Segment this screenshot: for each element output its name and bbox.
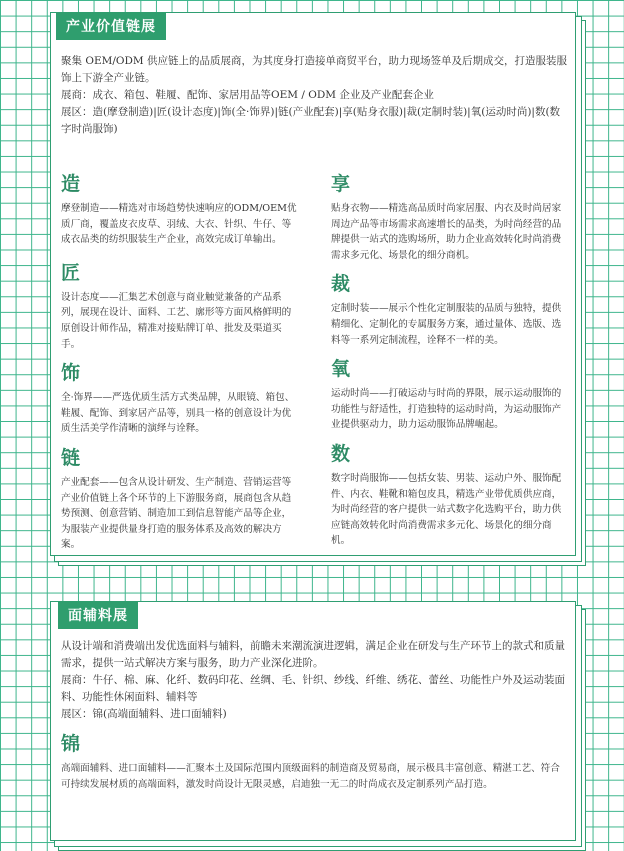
zone-desc: 高端面辅料、进口面辅料——汇聚本土及国际范围内顶级面料的制造商及贸易商，展示极具丰富创意、精湛工艺、符合可持续发展材质的高端面料，激发时尚设计无限灵感，启迪独一无二的时尚成衣及定制系列产品打造。: [61, 763, 560, 790]
zone-title: 匠: [61, 261, 81, 284]
zone-desc: 摩登制造——精选对市场趋势快速响应的ODM/OEM优质厂商，覆盖皮衣皮草、羽绒、大衣、针织、牛仔、等成衣品类的纺织服装生产企业，高效完成订单输出。: [61, 203, 297, 246]
section-fabrics: [0, 585, 624, 837]
card-value-chain: [50, 12, 576, 556]
zone-block: [331, 443, 567, 549]
zone-block: [61, 362, 297, 437]
intro-text: 从设计端和消费端出发优选面料与辅料，前瞻未来潮流演进逻辑，满足企业在研发与生产环节上的款式和质量需求，提供一站式解决方案与服务，助力产业深化进阶。: [61, 640, 565, 669]
exhibitors-text: 展商：成衣、箱包、鞋履、配饰、家居用品等OEM / ODM 企业及产业配套企业: [61, 89, 434, 101]
zone-desc: 定制时装——展示个性化定制服装的品质与独特，提供精细化、定制化的专属服务方案，通过量体、选版、选料等一系列定制流程，诠释不一样的美。: [331, 303, 562, 346]
zone-title: 链: [61, 446, 81, 469]
right-column: [331, 173, 567, 563]
zone-desc: 数字时尚服饰——包括女装、男装、运动户外、服饰配件、内衣、鞋靴和箱包皮具，精选产业带优质供应商，为时尚经营的客户提供一站式数字化选购平台，助力供应链高效转化时尚消费需求多元化、场景化的细分商机。: [331, 472, 562, 547]
zone-title: 锦: [61, 733, 81, 755]
left-column: [61, 173, 297, 563]
section-tag: 产业价值链展: [56, 12, 166, 40]
zone-desc: 贴身衣物——精选高品质时尚家居服、内衣及时尚居家周边产品等市场需求高速增长的品类，为时尚经营的品牌提供一站式的选购场所，助力企业高效转化时尚消费需求多元化、场景化的细分商机。: [331, 203, 562, 261]
zone-desc: 设计态度——汇集艺术创意与商业触觉兼备的产品系列，展现在设计、面料、工艺、廓形等方面风格鲜明的原创设计师作品，精准对接贴牌订单、批发及渠道买手。: [61, 291, 292, 350]
zone-title: 裁: [331, 273, 351, 296]
zone-desc: 运动时尚——打破运动与时尚的界限，展示运动服饰的功能性与舒适性，打造独特的运动时尚，为运动服饰产业提供驱动力，助力运动服饰品牌崛起。: [331, 388, 562, 431]
zone-block: [61, 173, 297, 248]
zone-desc: 产业配套——包含从设计研发、生产制造、营销运营等产业价值链上各个环节的上下游服务商，展商包含从趋势预测、创意营销、制造加工到信息智能产品等企业，为服装产业提供量身打造的服务体系及高效的解决方案。: [61, 476, 292, 551]
zone-block: [331, 173, 567, 263]
section-tag: 面辅料展: [58, 601, 138, 629]
zones-text: 展区：造(摩登制造)|匠(设计态度)|饰(全·饰界)|链(产业配套)|享(贴身衣服)|裁(定制时装)|氧(运动时尚)|数(数字时尚服饰): [61, 106, 561, 135]
zones-text: 展区：锦(高端面辅料、进口面辅料): [61, 708, 227, 720]
zone-title: 氧: [331, 358, 351, 381]
zone-title: 享: [331, 173, 351, 195]
zone-desc: 全·饰界——严选优质生活方式类品牌，从眼镜、箱包、鞋履、配饰、到家居产品等，别具一格的创意设计为优质生活美学作清晰的演绎与诠释。: [61, 392, 295, 435]
zone-block: [61, 262, 297, 352]
intro-text: 聚集 OEM/ODM 供应链上的品质展商，为其度身打造接单商贸平台，助力现场签单及后期成交，打造服装服饰上下游全产业链。: [61, 55, 568, 84]
zone-title: 饰: [61, 362, 81, 385]
zone-block: [61, 447, 297, 553]
zone-grid: [61, 173, 567, 563]
zone-block: [61, 733, 567, 792]
zone-title: 造: [61, 173, 81, 195]
zone-title: 数: [331, 442, 351, 465]
zone-block: [331, 273, 567, 348]
zone-block: [331, 358, 567, 433]
card-fabrics: [50, 601, 576, 841]
exhibitors-text: 展商：牛仔、棉、麻、化纤、数码印花、丝绸、毛、针织、纱线、纤维、绣花、蕾丝、功能性户外及运动装面料、功能性休闲面料、辅料等: [61, 674, 565, 703]
